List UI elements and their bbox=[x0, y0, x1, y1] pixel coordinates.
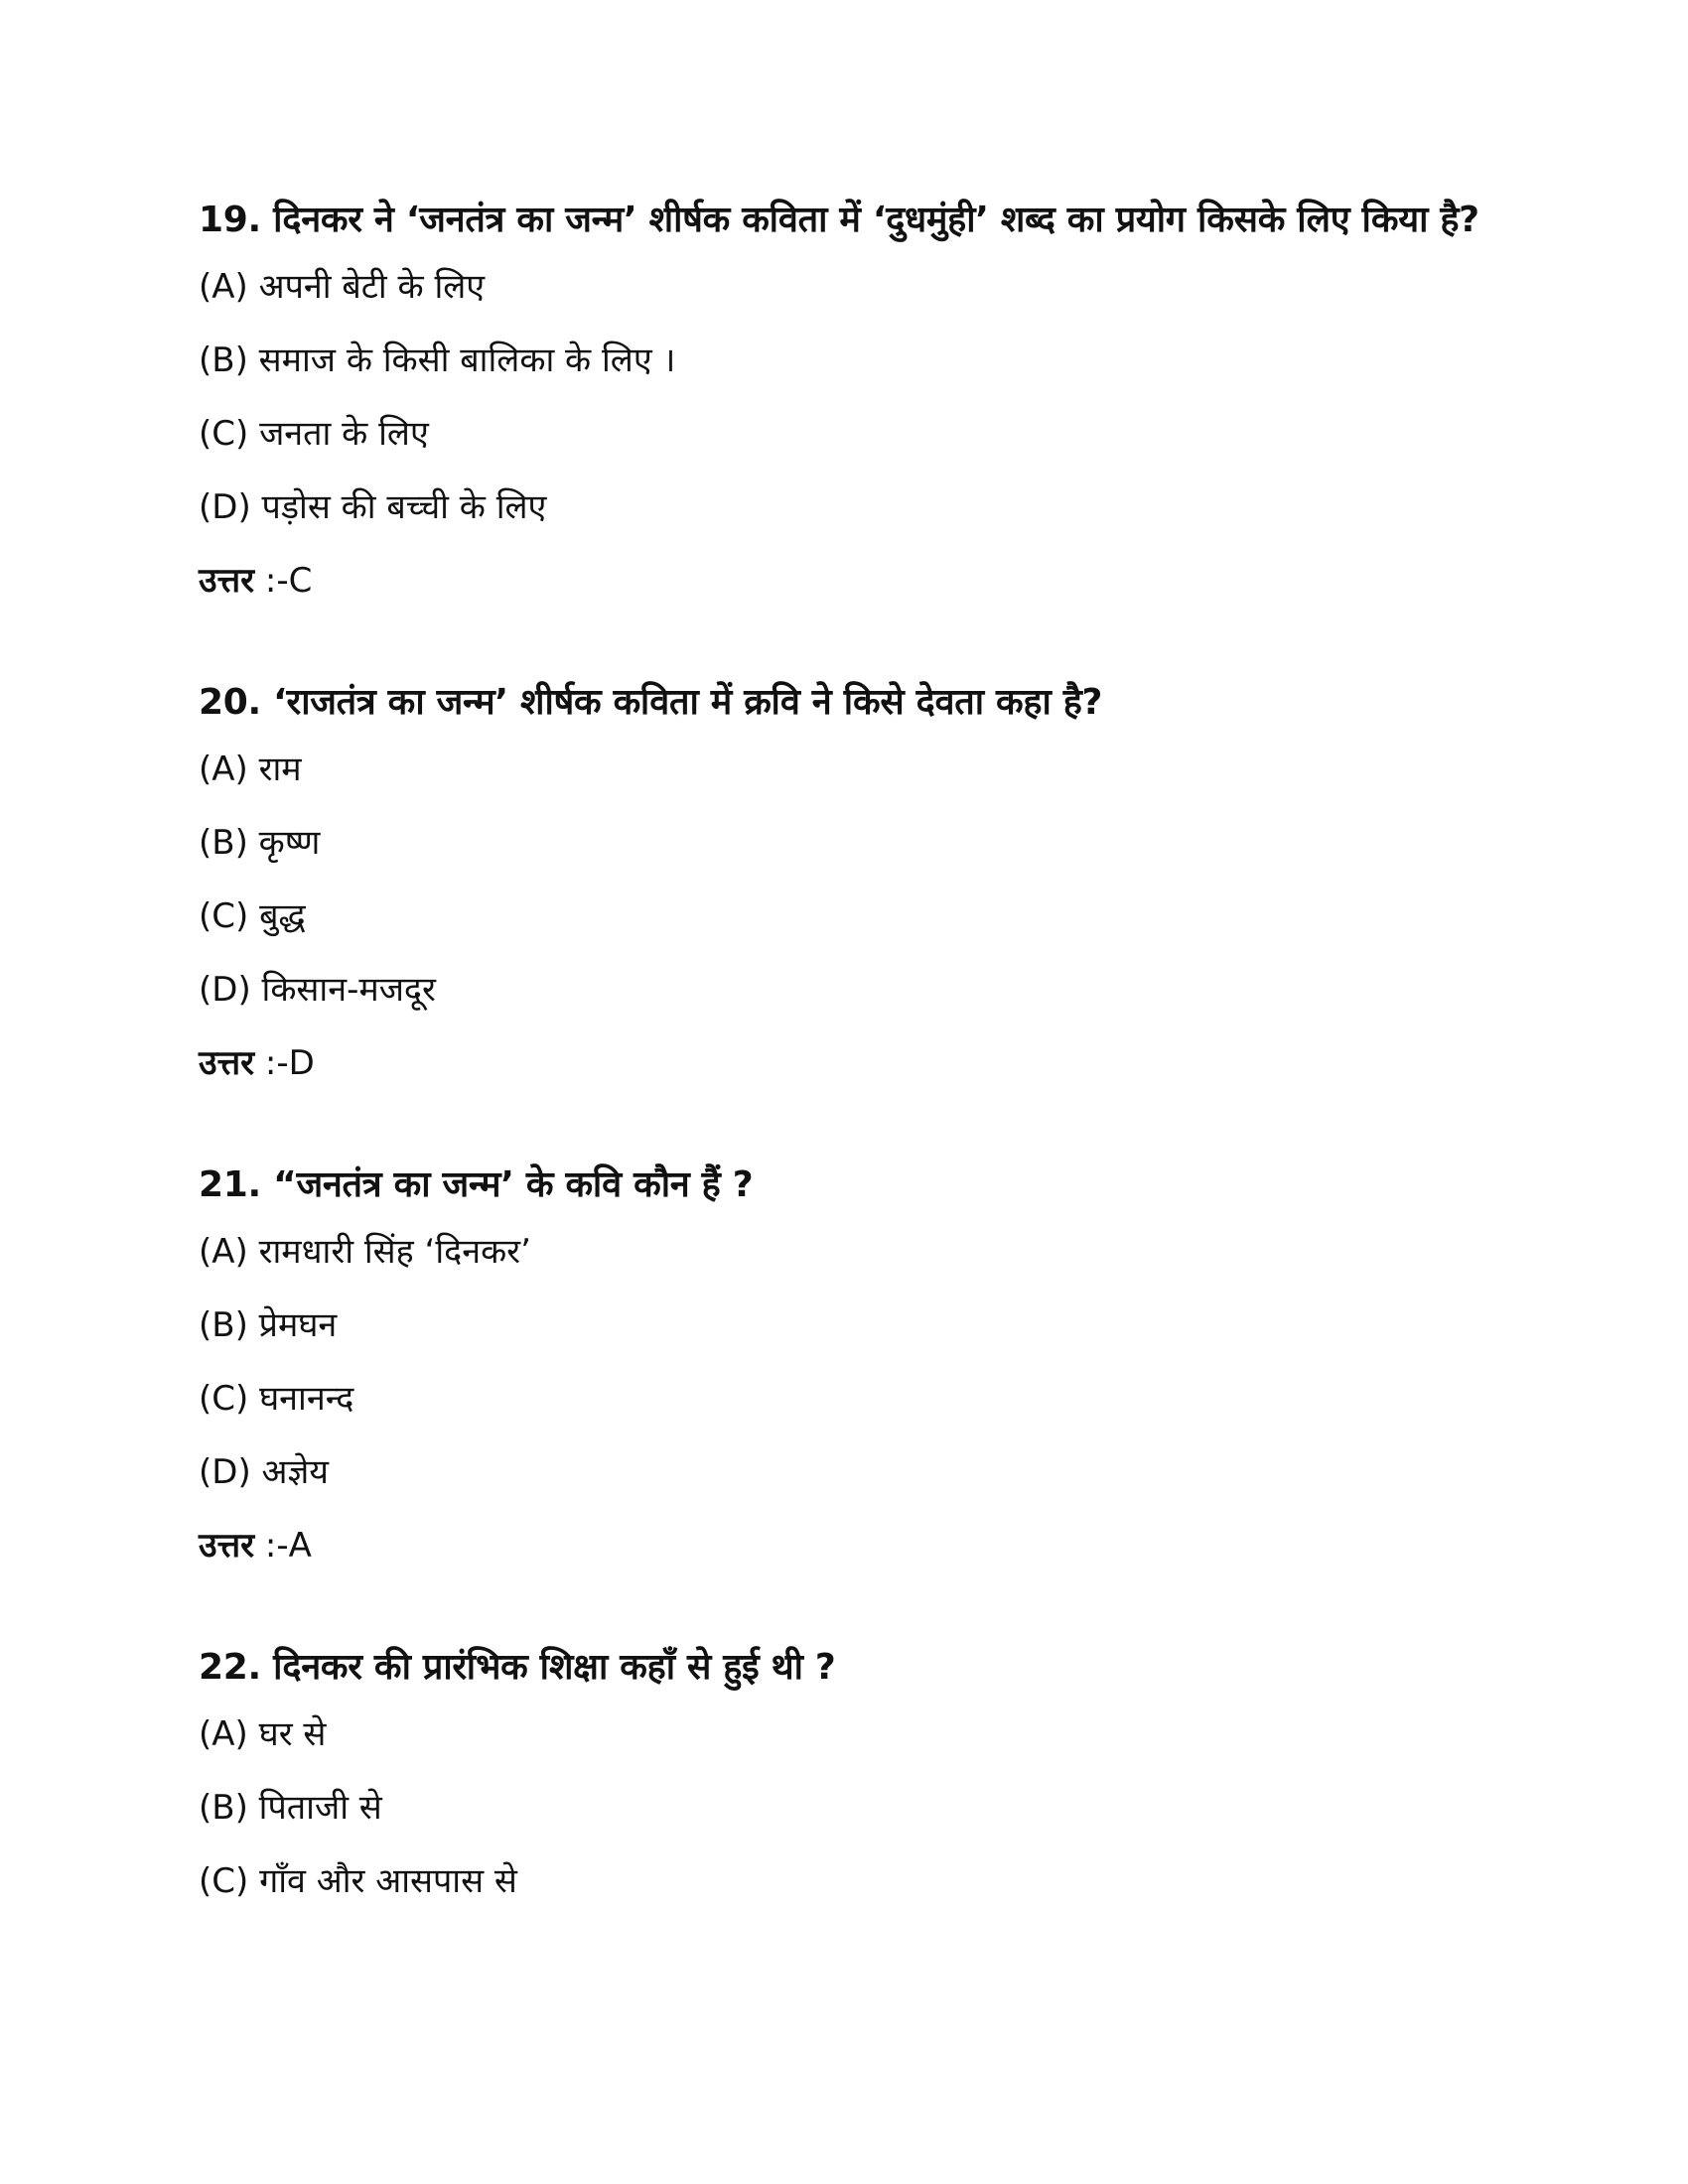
option-a: (A) राम bbox=[199, 750, 302, 789]
question-title: 19. दिनकर ने ‘जनतंत्र का जन्म’ शीर्षक कविता में ‘दुधमुंही’ शब्द का प्रयोग किसके लिए किया है? bbox=[199, 200, 1479, 240]
option-b: (B) प्रेमघन bbox=[199, 1305, 338, 1345]
option-b: (B) पिताजी से bbox=[199, 1788, 382, 1828]
option-d: (D) अज्ञेय bbox=[199, 1452, 330, 1492]
answer-value: :-C bbox=[264, 561, 313, 601]
answer-line bbox=[199, 1520, 1489, 1571]
option-c: (C) घनानन्द bbox=[199, 1379, 354, 1419]
answer-value: :-A bbox=[264, 1526, 312, 1566]
question-title: 20. ‘राजतंत्र का जन्म’ शीर्षक कविता में क्रवि ने किसे देवता कहा है? bbox=[199, 682, 1103, 723]
option-c: (C) जनता के लिए bbox=[199, 414, 429, 454]
option-a: (A) रामधारी सिंह ‘दिनकर’ bbox=[199, 1232, 531, 1272]
option-d: (D) पड़ोस की बच्ची के लिए bbox=[199, 487, 547, 527]
question-20 bbox=[199, 676, 1489, 1089]
answer-label: उत्तर bbox=[199, 1043, 255, 1083]
option-b: (B) कृष्ण bbox=[199, 823, 321, 863]
option-c: (C) गाँव और आसपास से bbox=[199, 1861, 517, 1901]
option-d: (D) किसान-मजदूर bbox=[199, 970, 436, 1010]
answer-label: उत्तर bbox=[199, 1526, 255, 1566]
document-page bbox=[199, 194, 1489, 1929]
answer-value: :-D bbox=[264, 1043, 315, 1083]
answer-line bbox=[199, 1037, 1489, 1089]
answer-line bbox=[199, 555, 1489, 607]
answer-label: उत्तर bbox=[199, 561, 255, 601]
question-19 bbox=[199, 194, 1489, 607]
option-a: (A) घर से bbox=[199, 1714, 327, 1754]
question-22 bbox=[199, 1641, 1489, 1907]
option-a: (A) अपनी बेटी के लिए bbox=[199, 267, 486, 307]
option-c: (C) बुद्ध bbox=[199, 896, 306, 936]
question-title: 21. “जनतंत्र का जन्म’ के कवि कौन हैं ? bbox=[199, 1164, 754, 1205]
question-title: 22. दिनकर की प्रारंभिक शिक्षा कहाँ से हुई थी ? bbox=[199, 1647, 836, 1688]
question-21 bbox=[199, 1159, 1489, 1571]
option-b: (B) समाज के किसी बालिका के लिए । bbox=[199, 341, 676, 380]
